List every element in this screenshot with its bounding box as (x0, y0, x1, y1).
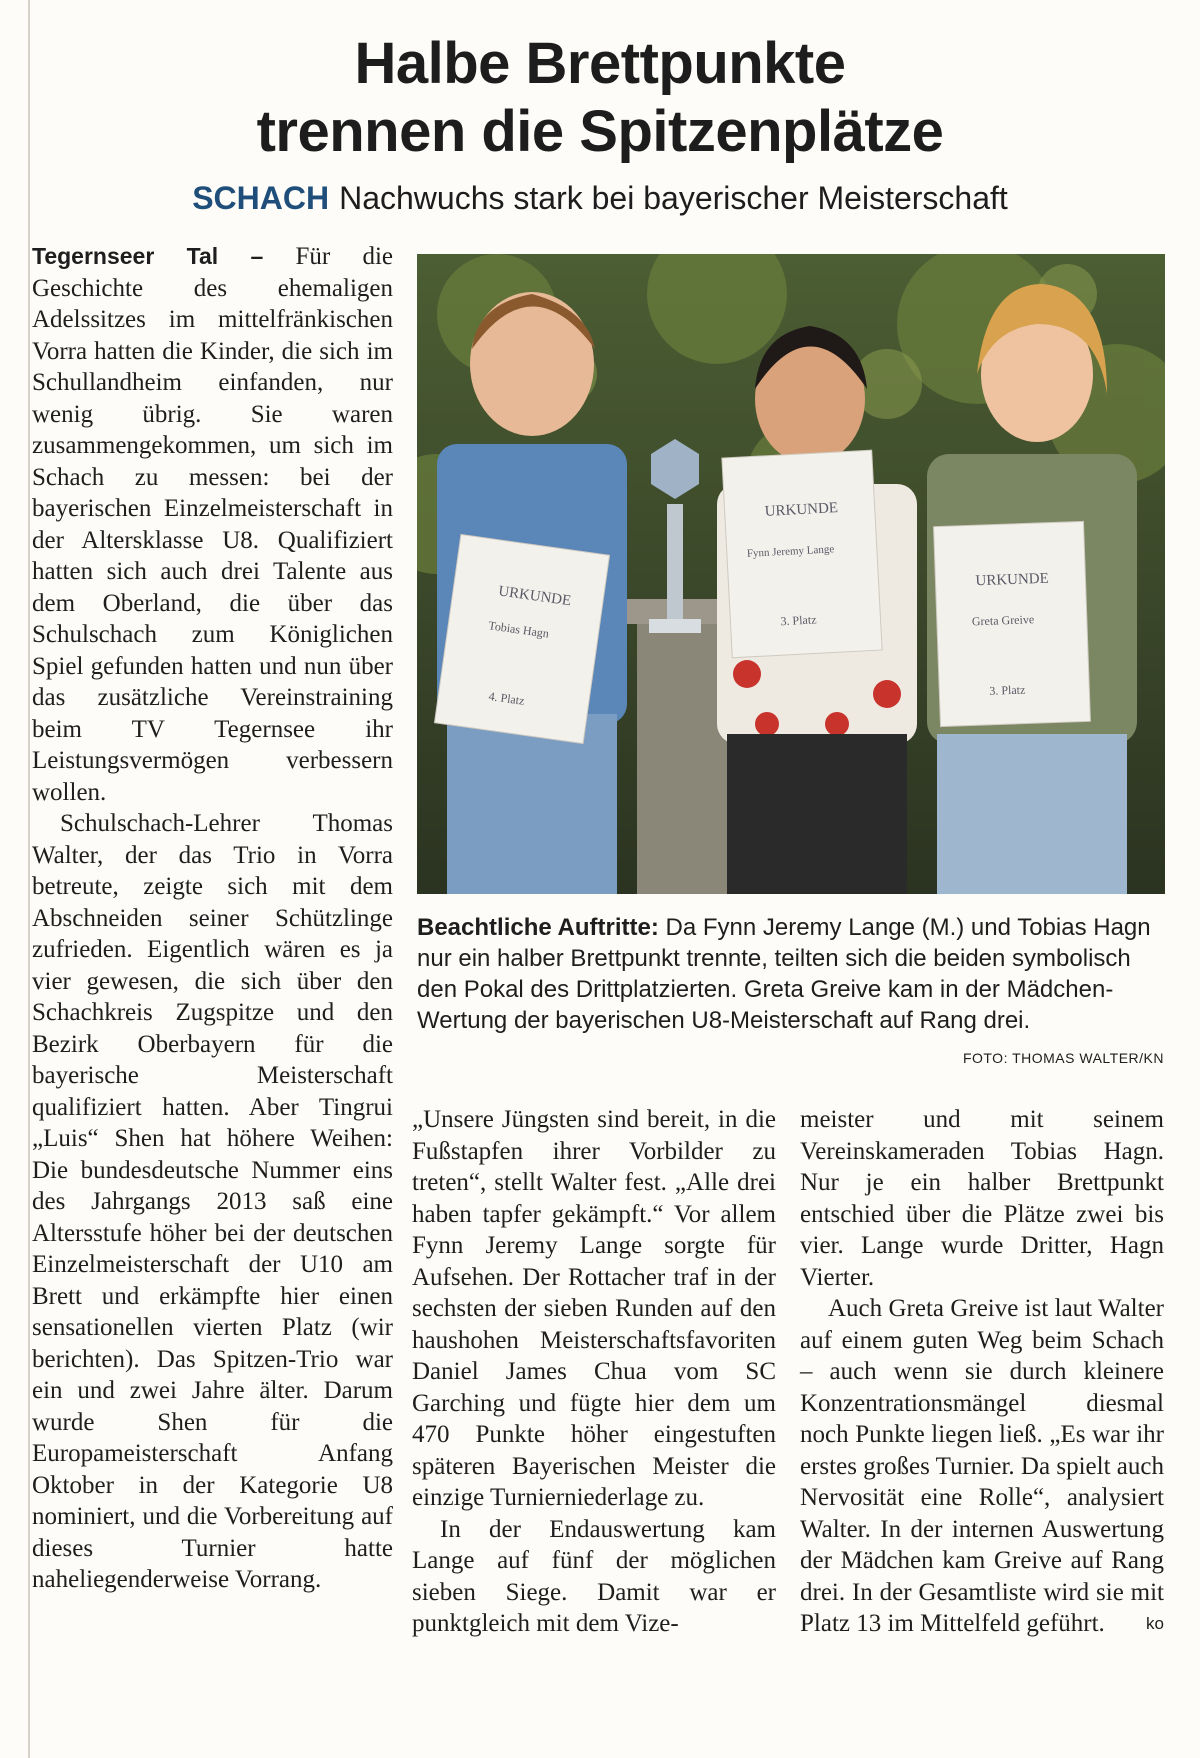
certificate-place: 3. Platz (780, 612, 817, 629)
certificate-title: URKUNDE (975, 570, 1050, 590)
certificate-name: Greta Greive (971, 612, 1035, 629)
subheadline-row (60, 178, 1140, 218)
dateline: Tegernseer Tal – (32, 243, 264, 269)
paragraph-text: Für die Geschichte des ehemaligen Adelssitzes im mittelfränkischen Vorra hatten die Kinder, die sich im Schullandheim einfanden, nur wenig übrig. Sie waren zusammengekommen, um sich im Schach zu messen: bei der bayerischen Einzelmeisterschaft in der Altersklasse U8. Qualifiziert hatten sich auch drei Talente aus dem Oberland, die über das Schulschach zum Königlichen Spiel gefunden hatten und nun über das zusätzliche Vereinstraining beim TV Tegernsee ihr Leistungsvermögen verbessern wollen. (32, 243, 393, 806)
certificate-left (435, 534, 610, 743)
certificate-name: Tobias Hagn (487, 618, 550, 641)
caption-text: Da Fynn Jeremy Lange (M.) und Tobias Hagn nur ein halber Brettpunkt trennte, teilten sich die beiden symbolisch den Pokal des Drittplatzierten. Greta Greive kam in der Mädchen-Wertung der bayerischen U8-Meisterschaft auf Rang drei. (417, 914, 1151, 1034)
paragraph: In der Endauswertung kam Lange auf fünf der möglichen sieben Siege. Damit war er punktgleich mit dem Vize- (412, 1515, 776, 1637)
paragraph-text: Auch Greta Greive ist laut Walter auf einem guten Weg beim Schach – auch wenn sie durch kleinere Konzentrationsmängel diesmal noch Punkte liegen ließ. „Es war ihr erstes großes Turnier. Da spielt auch Nervosität eine Rolle“, analysiert Walter. In der internen Auswertung der Mädchen kam Greive auf Rang drei. In der Gesamtliste wird sie mit Platz 13 im Mittelfeld geführt. (800, 1295, 1164, 1637)
certificate-title: URKUNDE (497, 583, 573, 610)
paragraph: meister und mit seinem Vereinskameraden Tobias Hagn. Nur je ein halber Brettpunkt entschied über die Plätze zwei bis vier. Lange wurde Dritter, Hagn Vierter. (800, 1106, 1164, 1291)
paragraph: Schulschach-Lehrer Thomas Walter, der das Trio in Vorra betreute, zeigte sich mit dem Abschneiden seiner Schützlinge zufrieden. Eigentlich wären es ja vier gewesen, die sich über den Schachkreis Zugspitze und den Bezirk Oberbayern für die bayerische Meisterschaft qualifiziert hatten. Aber Tingrui „Luis“ Shen hat höhere Weihen: Die bundesdeutsche Nummer eins des Jahrgangs 2013 saß eine Altersstufe höher bei der deutschen Einzelmeisterschaft der U10 am Brett und erkämpfte hier einen sensationellen vierten Platz (wir berichten). Das Spitzen-Trio war ein und zwei Jahre älter. Darum wurde Shen für die Europameisterschaft Anfang Oktober in der Kategorie U8 nominiert, und die Vorbereitung auf dieses Turnier hatte naheliegenderweise Vorrang. (32, 810, 393, 1593)
author-initials: ko (1146, 1614, 1164, 1633)
certificate-name: Fynn Jeremy Lange (746, 543, 835, 560)
headline (60, 30, 1140, 166)
caption-lead: Beachtliche Auftritte: (417, 914, 659, 941)
article-column-right (800, 1104, 1164, 1640)
column-rule (28, 0, 30, 1758)
photo-illustration (417, 254, 1165, 894)
certificate-middle (722, 450, 882, 658)
certificate-place: 3. Platz (989, 682, 1026, 698)
headline-line-2: trennen die Spitzenplätze (256, 99, 944, 164)
article-column-left (32, 241, 393, 1596)
section-kicker: SCHACH (192, 180, 330, 216)
photo-credit: FOTO: THOMAS WALTER/KN (962, 1050, 1164, 1066)
trophy (667, 504, 683, 624)
certificate-right (934, 521, 1091, 726)
paragraph (800, 1293, 1164, 1640)
paragraph: „Unsere Jüngsten sind bereit, in die Fußstapfen ihrer Vorbilder zu treten“, stellt Walter fest. „Alle drei haben tapfer gekämpft.“ Vor allem Fynn Jeremy Lange sorgte für Aufsehen. Der Rottacher traf in der sechsten der sieben Runden auf den haushohen Meisterschaftsfavoriten Daniel James Chua vom SC Garching und fügte hier dem um 470 Punkte höher eingestuften späteren Bayerischen Meister die einzige Turnierniederlage zu. (412, 1106, 776, 1511)
paragraph (32, 241, 393, 808)
headline-line-1: Halbe Brettpunkte (354, 31, 846, 96)
article-column-middle (412, 1104, 776, 1640)
article-photo (417, 254, 1165, 894)
certificate-title: URKUNDE (764, 500, 839, 520)
certificate-place: 4. Platz (487, 688, 526, 708)
subheadline: Nachwuchs stark bei bayerischer Meisterschaft (339, 180, 1008, 216)
photo-caption (417, 912, 1165, 1036)
